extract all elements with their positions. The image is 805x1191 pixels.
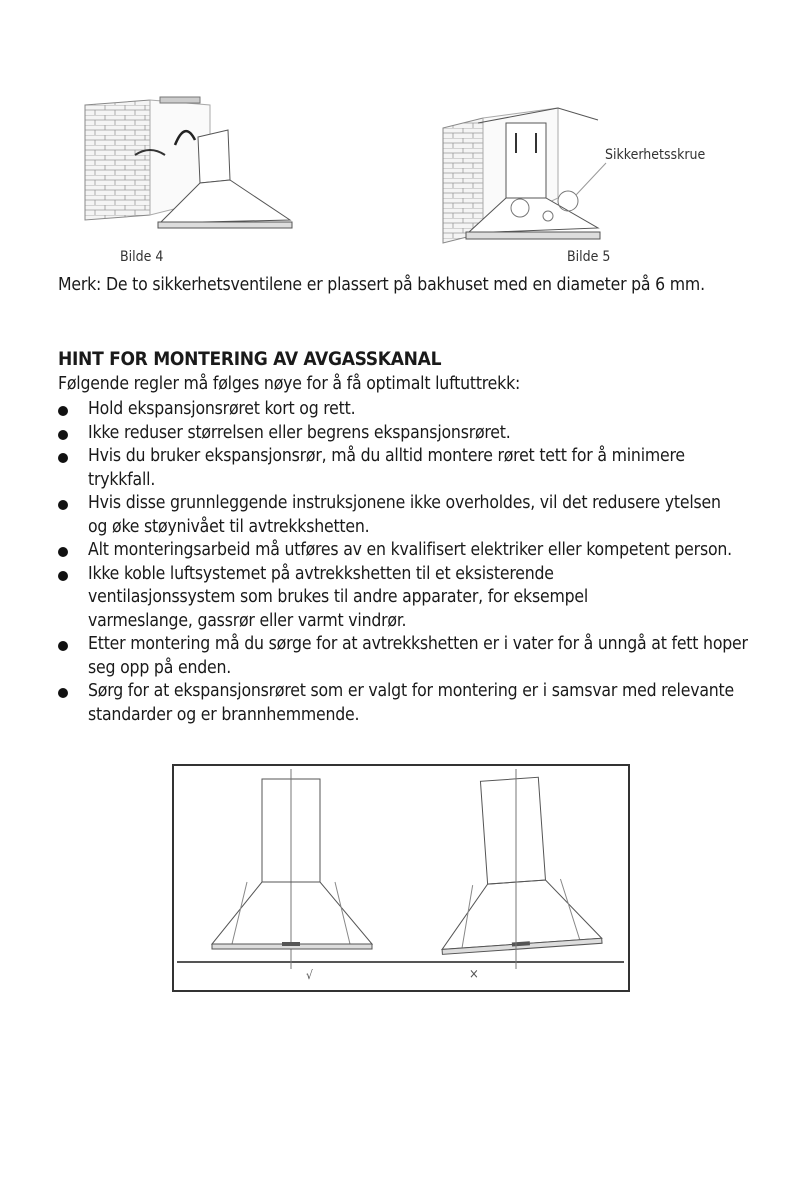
list-item: Hvis disse grunnleggende instruksjonene ikke overholdes, vil det redusere ytelsen og øke støynivået til avtrekkshetten. xyxy=(56,492,728,539)
list-item: Alt monteringsarbeid må utføres av en kvalifisert elektriker eller kompetent person. xyxy=(56,539,756,563)
safety-screw-callout: Sikkerhetsskrue xyxy=(605,147,706,163)
list-item: Sørg for at ekspansjonsrøret som er valgt for montering er i samsvar med relevante standarder og er brannhemmende. xyxy=(56,680,748,727)
note-text: Merk: De to sikkerhetsventilene er plassert på bakhuset med en diameter på 6 mm. xyxy=(58,275,705,295)
section-intro: Følgende regler må følges nøye for å få optimalt luftuttrekk: xyxy=(58,374,521,394)
list-item: Hvis du bruker ekspansjonsrør, må du alltid montere røret tett for å minimere trykkfall. xyxy=(56,445,756,492)
correct-mark: √ xyxy=(306,968,313,982)
figure-5-illustration xyxy=(438,98,738,248)
list-item: Hold ekspansjonsrøret kort og rett. xyxy=(56,398,756,422)
incorrect-mark: × xyxy=(469,967,479,982)
list-item: Ikke koble luftsystemet på avtrekkshetten til et eksisterende ventilasjonssystem som brukes til andre apparater, for eksempel varmeslange, gassrør eller varmt vindrør. xyxy=(56,563,668,634)
figure-5-caption: Bilde 5 xyxy=(567,249,611,265)
hint-list xyxy=(56,398,756,727)
list-item: Ikke reduser størrelsen eller begrens ekspansjonsrøret. xyxy=(56,422,756,446)
hood-level-comparison-illustration xyxy=(172,764,630,992)
section-heading: HINT FOR MONTERING AV AVGASSKANAL xyxy=(58,348,442,370)
list-item: Etter montering må du sørge for at avtrekkshetten er i vater for å unngå at fett hoper seg opp på enden. xyxy=(56,633,756,680)
figure-4-caption: Bilde 4 xyxy=(120,249,164,265)
figure-4-illustration xyxy=(80,95,300,245)
